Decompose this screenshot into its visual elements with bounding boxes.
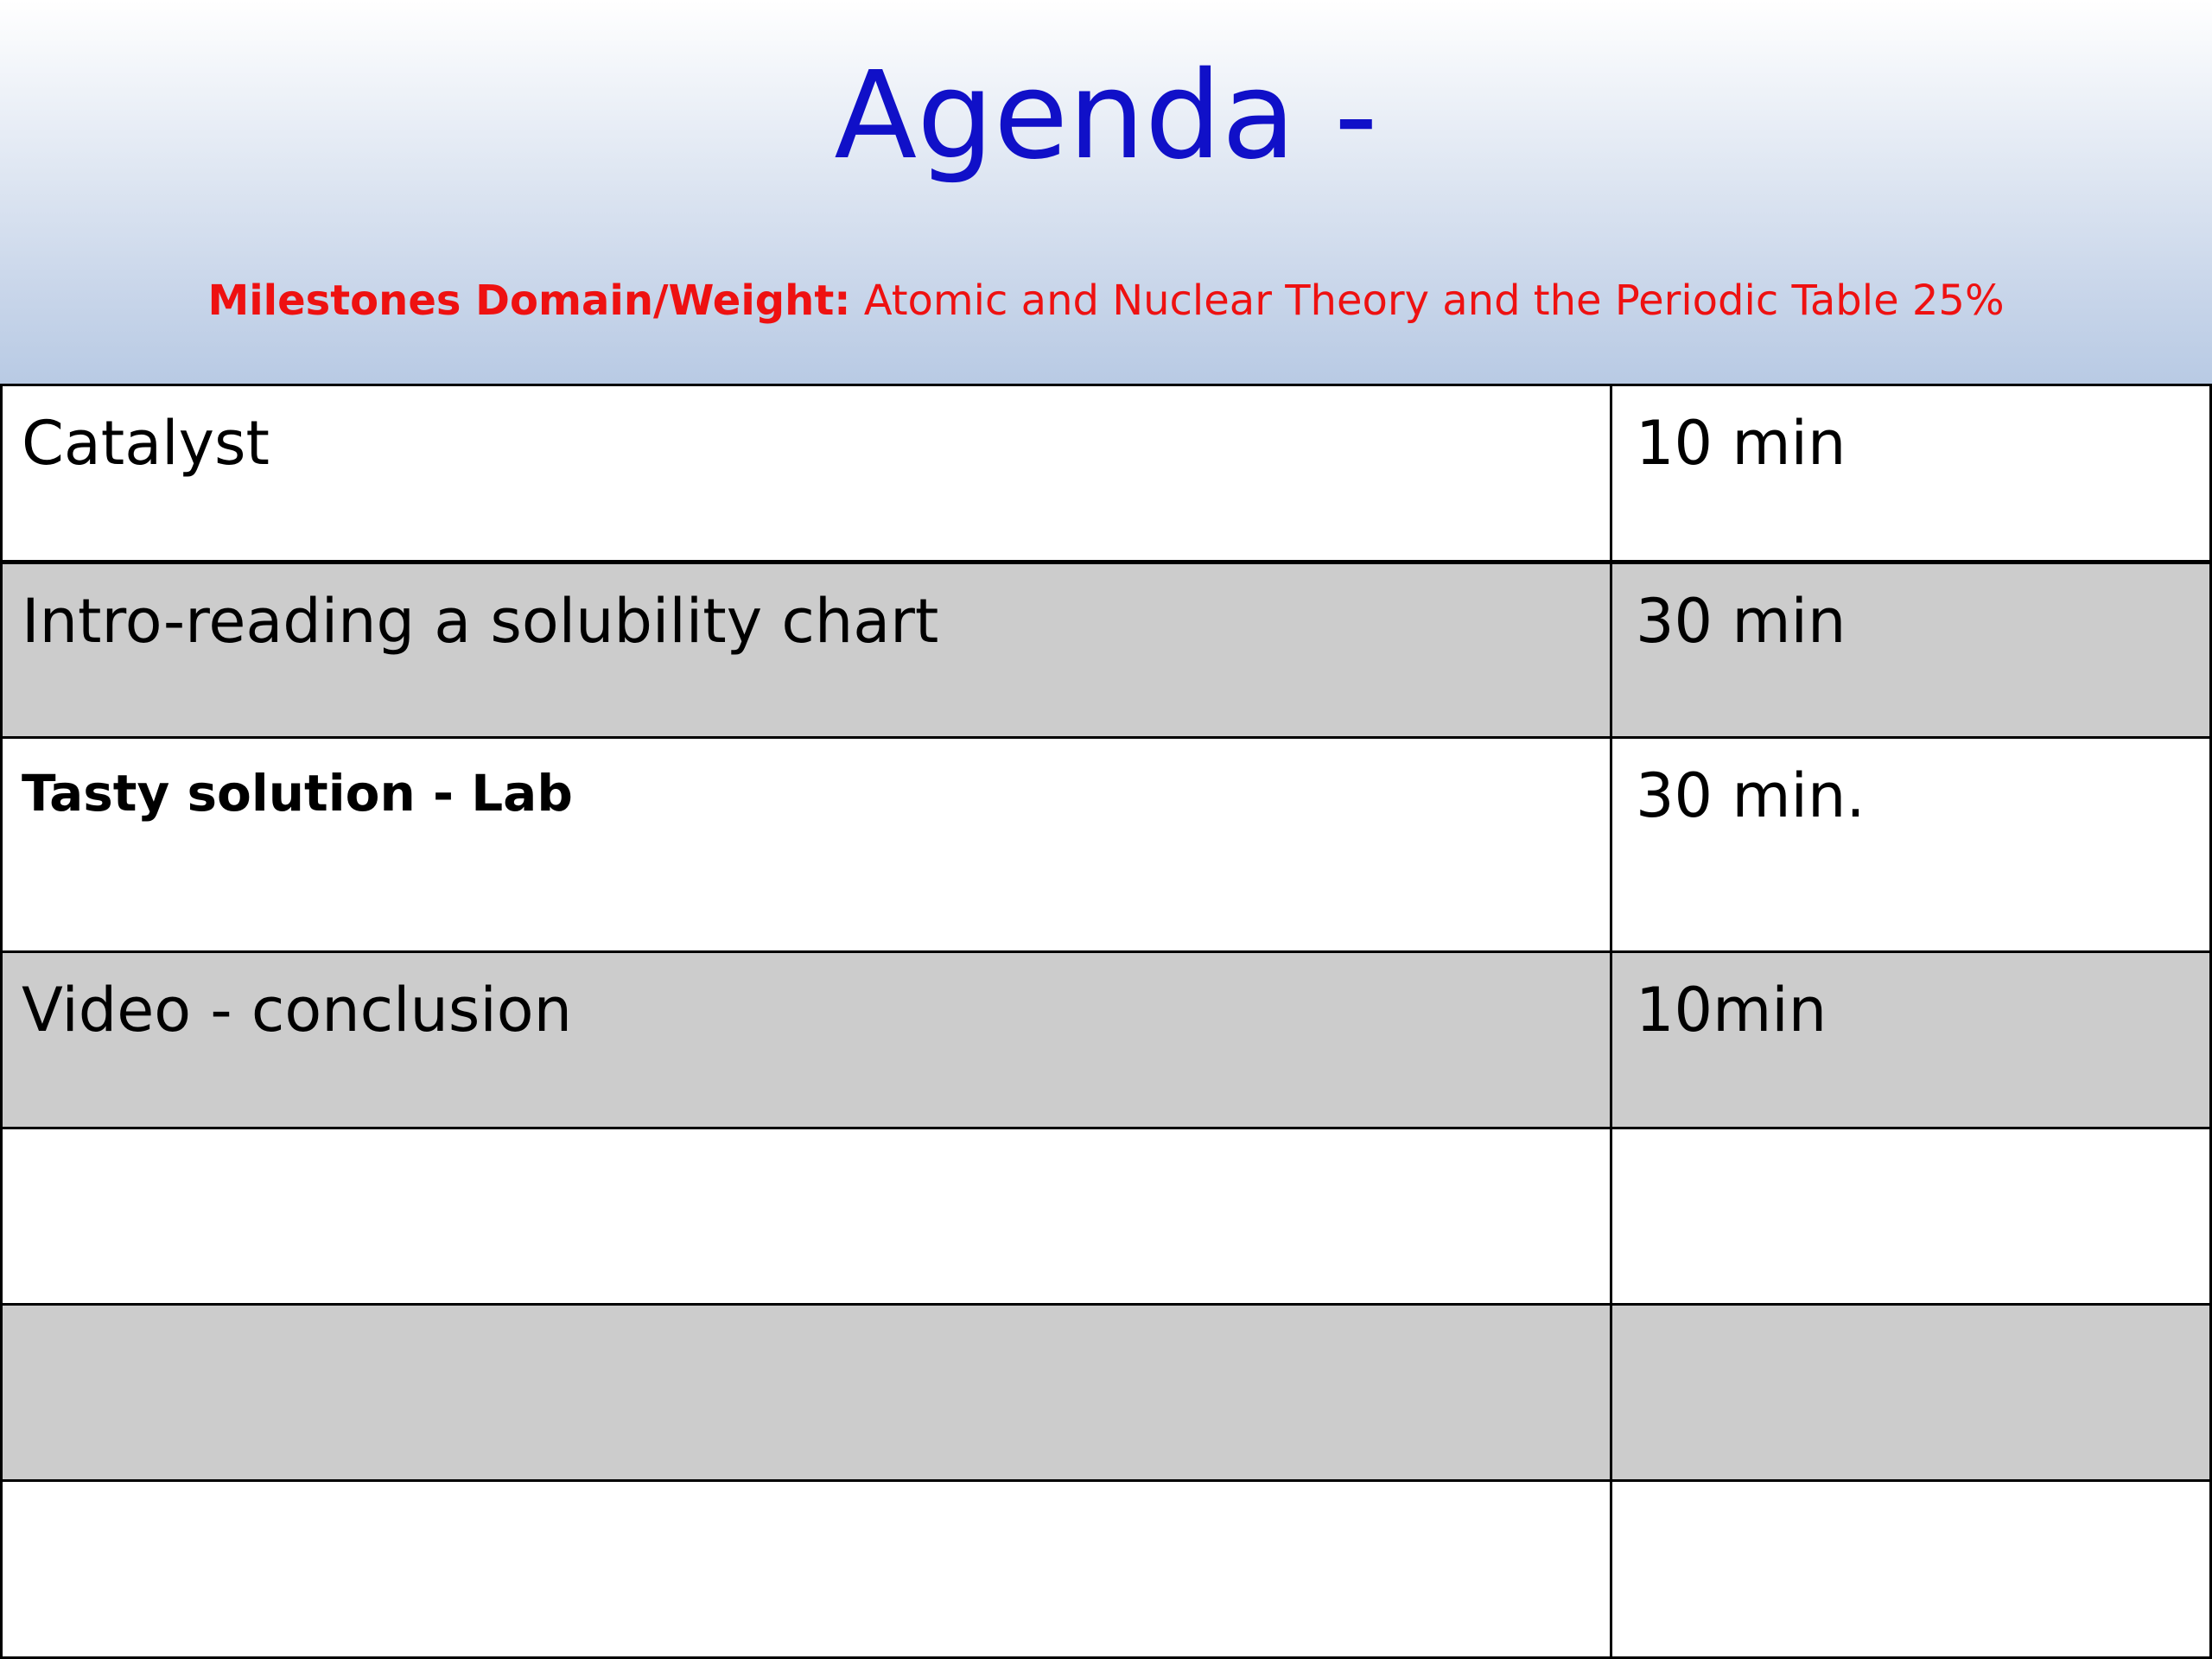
agenda-table bbox=[0, 384, 2212, 1659]
activity-cell bbox=[0, 1129, 1610, 1303]
activity-cell bbox=[0, 1482, 1610, 1659]
duration-cell bbox=[1610, 1129, 2212, 1303]
subtitle-text: Atomic and Nuclear Theory and the Periodic Table 25% bbox=[850, 276, 2005, 325]
duration-cell bbox=[1610, 386, 2212, 560]
duration-cell bbox=[1610, 564, 2212, 736]
activity-text: Tasty solution - Lab bbox=[22, 764, 573, 823]
activity-cell bbox=[0, 386, 1610, 560]
duration-cell bbox=[1610, 1306, 2212, 1479]
table-row bbox=[0, 1479, 2212, 1659]
duration-text: 10 min bbox=[1636, 408, 1847, 479]
duration-cell bbox=[1610, 953, 2212, 1127]
activity-cell bbox=[0, 953, 1610, 1127]
activity-text: Intro-reading a solubility chart bbox=[22, 586, 939, 657]
activity-cell bbox=[0, 739, 1610, 950]
subtitle-label: Milestones Domain/Weight: bbox=[207, 276, 851, 325]
table-row bbox=[0, 560, 2212, 736]
table-row bbox=[0, 384, 2212, 560]
slide-subtitle bbox=[0, 275, 2212, 327]
duration-text: 30 min. bbox=[1636, 760, 1866, 831]
activity-text: Catalyst bbox=[22, 408, 270, 479]
table-row bbox=[0, 950, 2212, 1127]
table-row bbox=[0, 1127, 2212, 1303]
activity-cell bbox=[0, 564, 1610, 736]
duration-cell bbox=[1610, 1482, 2212, 1659]
table-row bbox=[0, 1303, 2212, 1479]
duration-text: 10min bbox=[1636, 975, 1827, 1046]
activity-cell bbox=[0, 1306, 1610, 1479]
table-row bbox=[0, 736, 2212, 950]
slide-header bbox=[0, 0, 2212, 385]
duration-text: 30 min bbox=[1636, 586, 1847, 657]
duration-cell bbox=[1610, 739, 2212, 950]
activity-text: Video - conclusion bbox=[22, 975, 572, 1046]
slide-title: Agenda - bbox=[834, 46, 1378, 187]
